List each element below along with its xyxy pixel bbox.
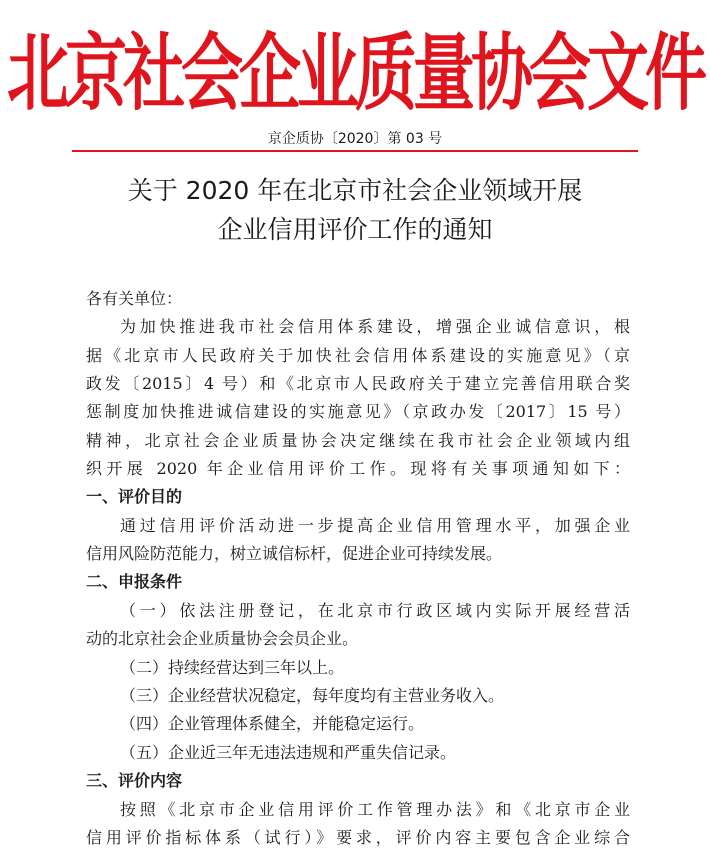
document-number: 京企质协〔2020〕第 03 号 (267, 131, 443, 147)
section-2-line-1: （一）依法注册登记，在北京市行政区域内实际开展经营活 (120, 601, 630, 620)
section-2-line-3: （二）持续经营达到三年以上。 (120, 658, 345, 677)
notice-title-line-2: 企业信用评价工作的通知 (217, 215, 493, 244)
section-1-line-2: 信用风险防范能力，树立诚信标杆，促进企业可持续发展。 (86, 544, 503, 563)
section-3-line-1: 按照《北京市企业信用评价工作管理办法》和《北京市企业 (120, 800, 630, 819)
intro-line-5: 精神，北京社会企业质量协会决定继续在我市社会企业领域内组 (86, 431, 630, 450)
section-1-line-1: 通过信用评价活动进一步提高企业信用管理水平，加强企业 (120, 516, 630, 535)
intro-line-2: 据《北京市人民政府关于加快社会信用体系建设的实施意见》（京 (86, 346, 630, 365)
intro-line-1: 为加快推进我市社会信用体系建设，增强企业诚信意识，根 (120, 317, 630, 336)
section-2-line-6: （五）企业近三年无违法违规和严重失信记录。 (120, 743, 457, 762)
section-2-line-4: （三）企业经营状况稳定，每年度均有主营业务收入。 (120, 686, 505, 705)
section-3-line-2: 信用评价指标体系（试行）》要求，评价内容主要包含企业综合 (86, 828, 630, 847)
intro-line-6: 织开展 2020 年企业信用评价工作。现将有关事项通知如下： (86, 459, 630, 478)
intro-line-4: 惩制度加快推进诚信建设的实施意见》（京政办发〔2017〕15 号） (86, 402, 630, 421)
masthead-red-rule (72, 150, 638, 152)
notice-title-line-1: 关于 2020 年在北京市社会企业领域开展 (127, 176, 583, 205)
section-3-heading: 三、评价内容 (86, 771, 183, 790)
masthead-title: 北京社会企业质量协会文件 (6, 23, 703, 123)
section-2-line-5: （四）企业管理体系健全，并能稳定运行。 (120, 714, 425, 733)
intro-line-3: 政发〔2015〕4 号）和《北京市人民政府关于建立完善信用联合奖 (86, 374, 630, 393)
salutation: 各有关单位： (86, 289, 183, 308)
section-2-line-2: 动的北京社会企业质量协会会员企业。 (86, 629, 359, 648)
section-2-heading: 二、申报条件 (86, 572, 183, 591)
section-1-heading: 一、评价目的 (86, 487, 183, 506)
